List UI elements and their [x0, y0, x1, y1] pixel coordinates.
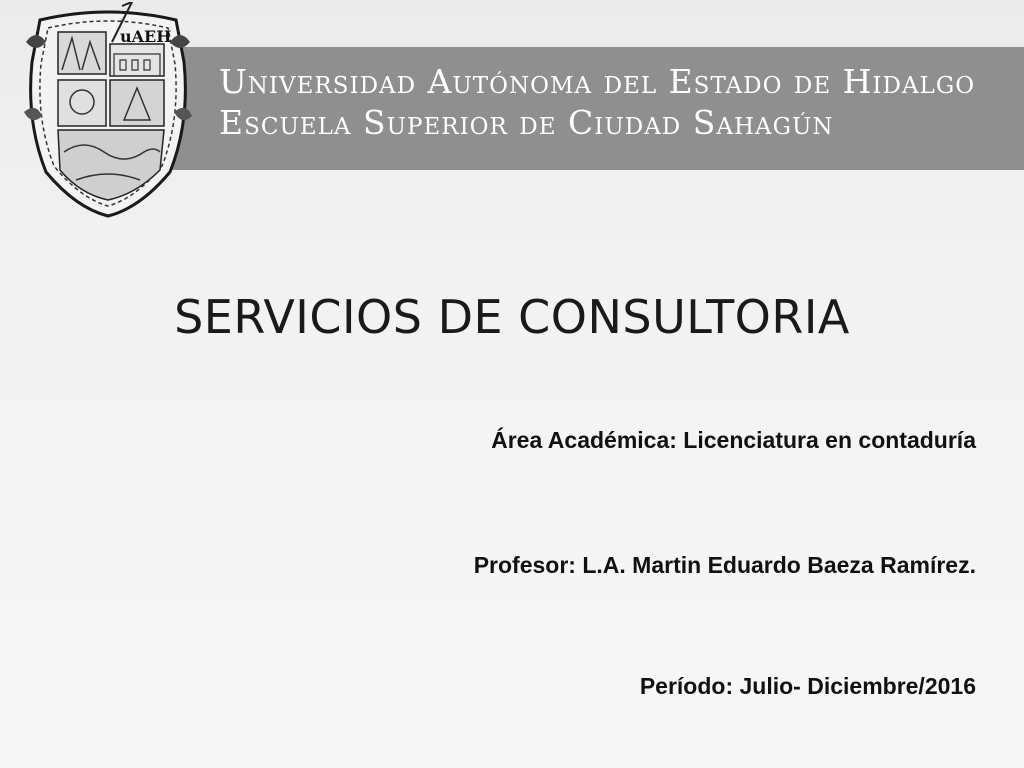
school-name: Escuela Superior de Ciudad Sahagún: [219, 103, 834, 142]
academic-area-text: Área Académica: Licenciatura en contaduría: [491, 427, 976, 453]
professor-text: Profesor: L.A. Martin Eduardo Baeza Ramírez.: [473, 552, 976, 578]
uaeh-crest-icon: [20, 2, 196, 220]
university-name: Universidad Autónoma del Estado de Hidalgo: [219, 62, 976, 101]
slide-title: SERVICIOS DE CONSULTORIA: [174, 290, 850, 344]
crest-logo-text: uAEH: [120, 27, 172, 46]
period-text: Período: Julio- Diciembre/2016: [639, 673, 976, 699]
